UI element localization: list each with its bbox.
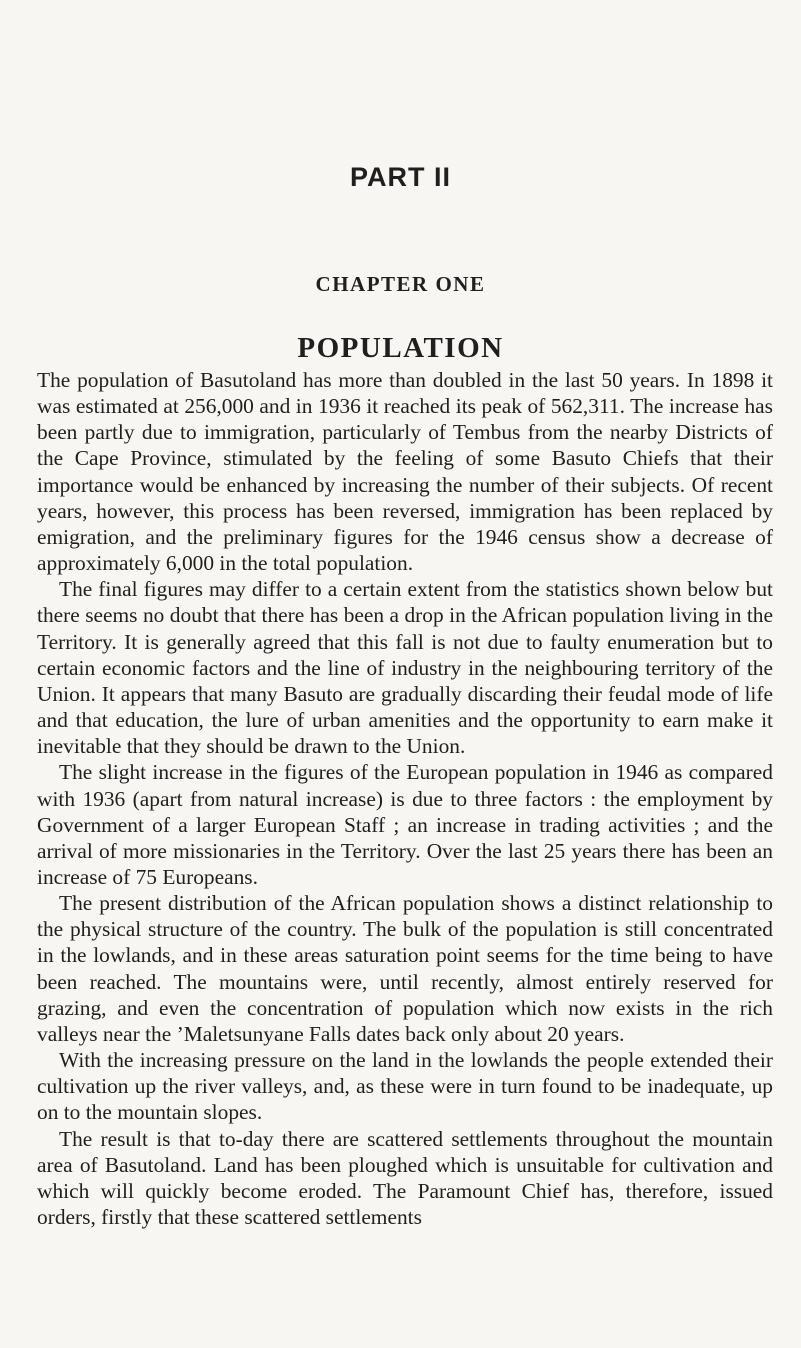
paragraph-5: With the increasing pressure on the land in the lowlands the people extended their cultivation up the river valleys, and, as these were in turn found to be inadequate, up on to the mountain slopes.	[37, 1048, 773, 1125]
paragraph-6: The result is that to-day there are scattered settlements throughout the mountain area of Basutoland. Land has been ploughed which is unsuitable for cultivation and which will quickly become eroded. The Paramount Chief has, therefore, issued orders, firstly that these scattered settlements	[37, 1126, 773, 1229]
chapter-heading: CHAPTER ONE	[315, 272, 486, 296]
body-text	[37, 367, 773, 1230]
paragraph-2: The final figures may differ to a certain extent from the statistics shown below but there seems no doubt that there has been a drop in the African population living in the Territory. It is generally agreed that this fall is not due to faulty enumeration but to certain economic factors and the line of industry in the neighbouring territory of the Union. It appears that many Basuto are gradually discarding their feudal mode of life and that education, the lure of urban amenities and the opportunity to earn make it inevitable that they should be drawn to the Union.	[37, 577, 773, 759]
paragraph-4: The present distribution of the African population shows a distinct relationship to the physical structure of the country. The bulk of the population is still concentrated in the lowlands, and in these areas saturation point seems for the time being to have been reached. The mountains were, until recently, almost entirely reserved for grazing, and even the concentration of population which now exists in the rich valleys near the ’Maletsunyane Falls dates back only about 20 years.	[37, 891, 773, 1046]
part-heading: PART II	[350, 162, 451, 192]
section-heading: POPULATION	[297, 332, 504, 364]
paragraph-3: The slight increase in the figures of the European population in 1946 as compared with 1936 (apart from natural increase) is due to three factors : the employment by Government of a larger European Staff ; an increase in trading activities ; and the arrival of more missionaries in the Territory. Over the last 25 years there has been an increase of 75 Europeans.	[37, 760, 773, 889]
paragraph-1: The population of Basutoland has more than doubled in the last 50 years. In 1898 it was estimated at 256,000 and in 1936 it reached its peak of 562,311. The increase has been partly due to immigration, particularly of Tembus from the nearby Districts of the Cape Province, stimulated by the feeling of some Basuto Chiefs that their importance would be enhanced by increasing the number of their subjects. Of recent years, however, this process has been reversed, immigration has been replaced by emigration, and the preliminary figures for the 1946 census show a decrease of approximately 6,000 in the total population.	[37, 368, 773, 576]
